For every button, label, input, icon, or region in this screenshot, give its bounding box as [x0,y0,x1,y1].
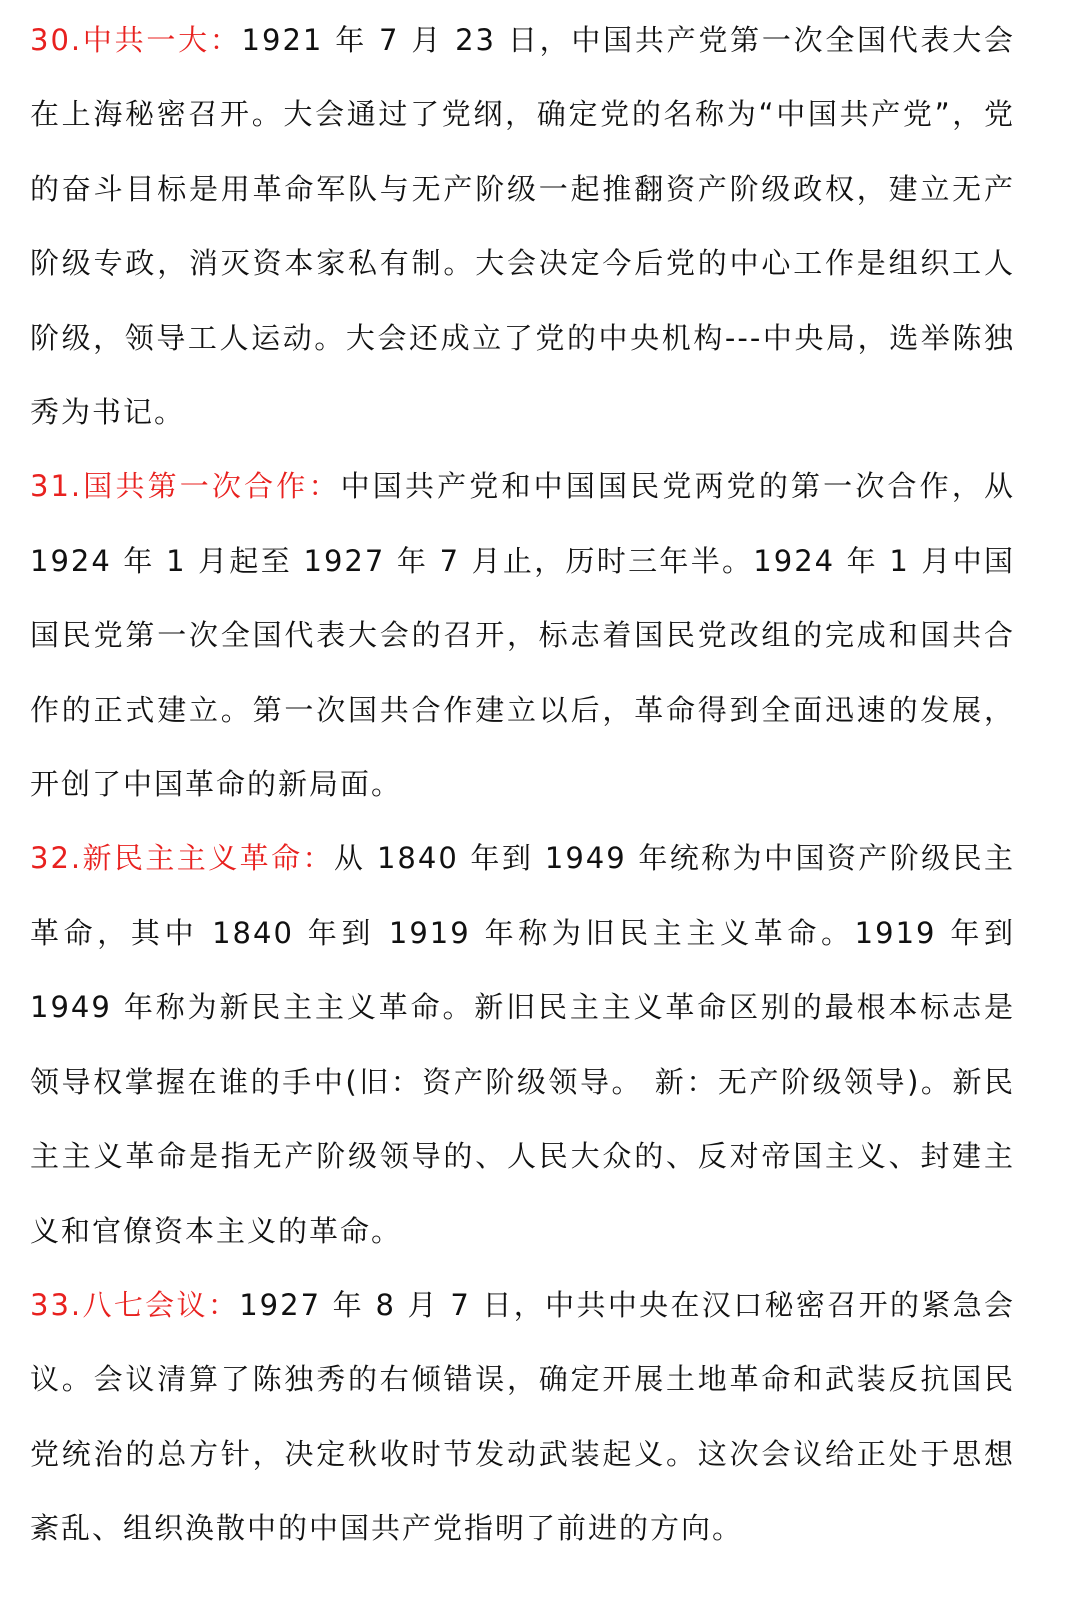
entry-31-guogong-hezuo [30,449,1015,821]
entry-term: 32.新民主主义革命： [30,841,334,876]
entry-term: 30.中共一大： [30,23,242,57]
entry-32-xinminzhu-geming [30,821,1015,1267]
entry-30-zhonggong-yida [30,3,1015,449]
entry-term: 31.国共第一次合作： [30,469,341,504]
entry-33-baqi-huiyi [30,1268,1015,1566]
document-page [30,3,1015,1566]
entry-term: 33.八七会议： [30,1287,240,1322]
entry-body: 中国共产党和中国国民党两党的第一次合作，从 1924 年 1 月起至 1927 年 7 月止，历时三年半。1924 年 1 月中国国民党第一次全国代表大会的召开，标志着国民党改组的完成和国共合作的正式建立。第一次国共合作建立以后，革命得到全面迅速的发展，开创了中国革命的新局面。 [30,469,1015,802]
entry-body: 从 1840 年到 1949 年统称为中国资产阶级民主革命，其中 1840 年到 1919 年称为旧民主主义革命。1919 年到 1949 年称为新民主主义革命。新旧民主主义革命区别的最根本标志是领导权掌握在谁的手中(旧：资产阶级领导。 新：无产阶级领导)。新民主主义革命是指无产阶级领导的、人民大众的、反对帝国主义、封建主义和官僚资本主义的革命。 [30,841,1015,1248]
entry-body: 1927 年 8 月 7 日，中共中央在汉口秘密召开的紧急会议。会议清算了陈独秀的右倾错误，确定开展土地革命和武装反抗国民党统治的总方针，决定秋收时节发动武装起义。这次会议给正处于思想紊乱、组织涣散中的中国共产党指明了前进的方向。 [30,1287,1016,1546]
entry-body: 1921 年 7 月 23 日，中国共产党第一次全国代表大会在上海秘密召开。大会通过了党纲，确定党的名称为“中国共产党”，党的奋斗目标是用革命军队与无产阶级一起推翻资产阶级政权，建立无产阶级专政，消灭资本家私有制。大会决定今后党的中心工作是组织工人阶级，领导工人运动。大会还成立了党的中央机构---中央局，选举陈独秀为书记。 [30,23,1015,430]
